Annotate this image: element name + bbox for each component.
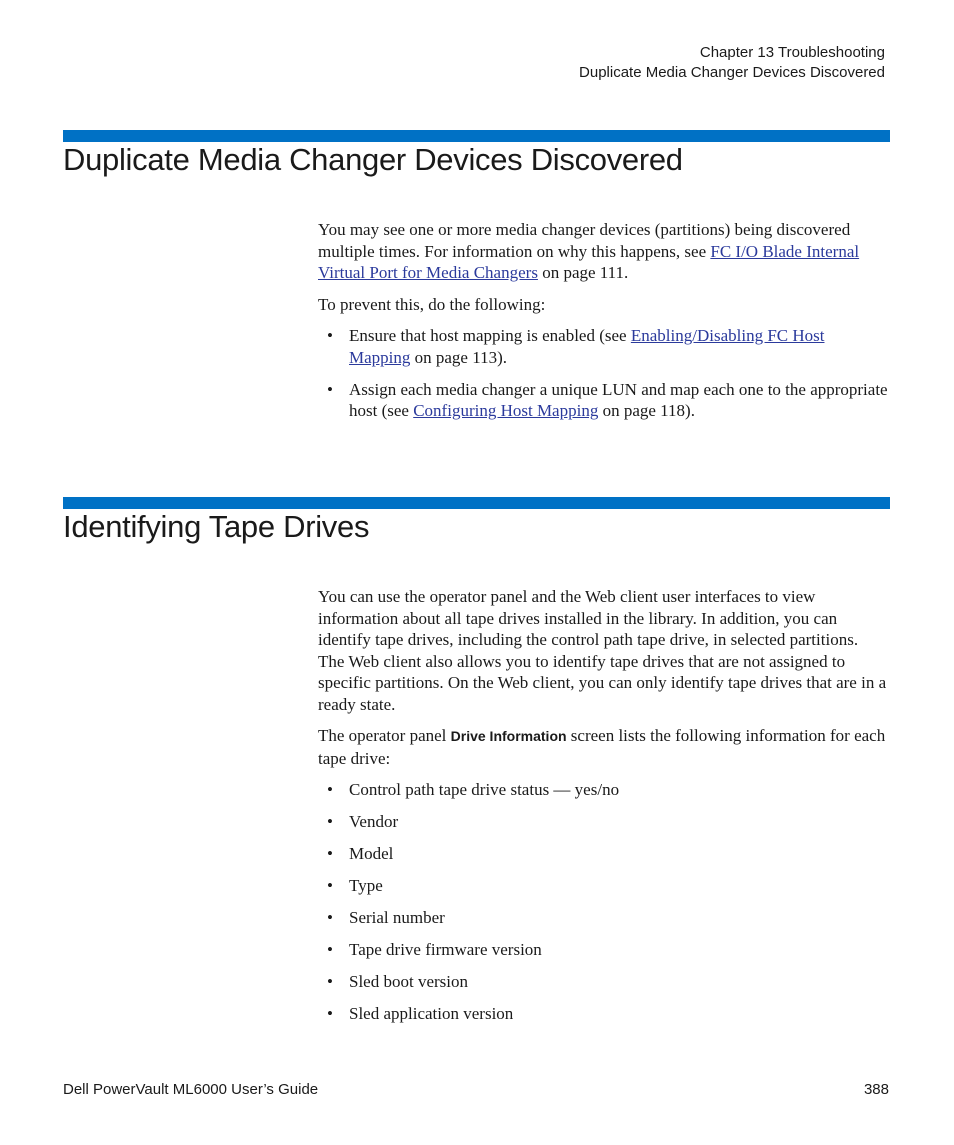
paragraph: You can use the operator panel and the Web client user interfaces to view information about all tape drives installed in the library. In addition, you can identify tape drives, including the control path tape drive, in selected partitions. The Web client also allows you to identify tape drives that are not assigned to specific partitions. On the Web client, you can only identify tape drives that are in a ready state. <box>318 587 887 714</box>
section-title-identifying-tape-drives: Identifying Tape Drives <box>63 509 370 544</box>
running-header <box>579 43 885 83</box>
section-rule-2 <box>63 497 890 509</box>
link-configuring-host-mapping[interactable]: Configuring Host Mapping <box>413 401 599 420</box>
bullet-icon: • <box>327 780 333 799</box>
list-item <box>318 1003 888 1025</box>
paragraph <box>318 219 888 284</box>
section-rule-1 <box>63 130 890 142</box>
bullet-icon: • <box>327 1004 333 1023</box>
footer-guide-title: Dell PowerVault ML6000 User’s Guide <box>63 1081 319 1098</box>
list-item <box>318 811 888 833</box>
bullet-icon: • <box>327 876 333 895</box>
list-item <box>318 779 888 801</box>
bullet-icon: • <box>327 326 333 345</box>
header-section: Duplicate Media Changer Devices Discovered <box>579 64 885 81</box>
list-item-text: Serial number <box>349 908 445 927</box>
list-item-text: Ensure that host mapping is enabled (see <box>349 326 627 345</box>
ui-term-drive-information: Drive Information <box>450 728 567 744</box>
list-item <box>318 907 888 929</box>
section-body-1 <box>318 219 888 432</box>
paragraph-text: You may see one or more media changer devices (partitions) being discovered multiple times. For information on why this happens, see <box>318 220 851 261</box>
bullet-icon: • <box>327 908 333 927</box>
list-item <box>318 325 888 368</box>
bullet-list <box>318 779 888 1025</box>
paragraph-text: on page 111. <box>542 263 629 282</box>
section-title-duplicate-media-changer: Duplicate Media Changer Devices Discovered <box>63 142 683 177</box>
list-item-text: Model <box>349 844 394 863</box>
list-item-text: on page 113). <box>414 347 508 367</box>
bullet-list <box>318 325 888 422</box>
list-item-text: Tape drive firmware version <box>349 940 542 959</box>
list-item-text: Sled boot version <box>349 972 468 991</box>
link-fc-io-blade-virtual-port[interactable]: FC I/O Blade Internal Virtual Port for Media Changers <box>318 241 860 282</box>
bullet-icon: • <box>327 812 333 831</box>
list-item-text: Assign each media changer a unique LUN and map each one to the appropriate host (see <box>349 379 888 420</box>
section-body-2 <box>318 586 888 1035</box>
paragraph-text: screen lists the following information for each tape drive: <box>318 726 886 768</box>
paragraph <box>318 725 888 769</box>
list-item-text: Type <box>349 876 383 895</box>
list-item <box>318 971 888 993</box>
list-item-text: on page 118). <box>602 401 695 420</box>
list-item <box>318 379 888 422</box>
bullet-icon: • <box>327 940 333 959</box>
bullet-icon: • <box>327 379 333 399</box>
link-enabling-disabling-host-mapping[interactable]: Enabling/Disabling FC Host Mapping <box>349 326 825 367</box>
list-item <box>318 939 888 961</box>
header-chapter: Chapter 13 Troubleshooting <box>699 44 885 61</box>
list-item <box>318 875 888 897</box>
list-item-text: Vendor <box>349 812 399 831</box>
paragraph-text: The operator panel <box>318 726 447 745</box>
bullet-icon: • <box>327 972 333 991</box>
paragraph: To prevent this, do the following: <box>318 294 546 314</box>
list-item <box>318 843 888 865</box>
list-item-text: Sled application version <box>349 1004 514 1023</box>
bullet-icon: • <box>327 844 333 863</box>
list-item-text: Control path tape drive status — yes/no <box>349 780 620 799</box>
footer-page-number: 388 <box>863 1081 889 1098</box>
